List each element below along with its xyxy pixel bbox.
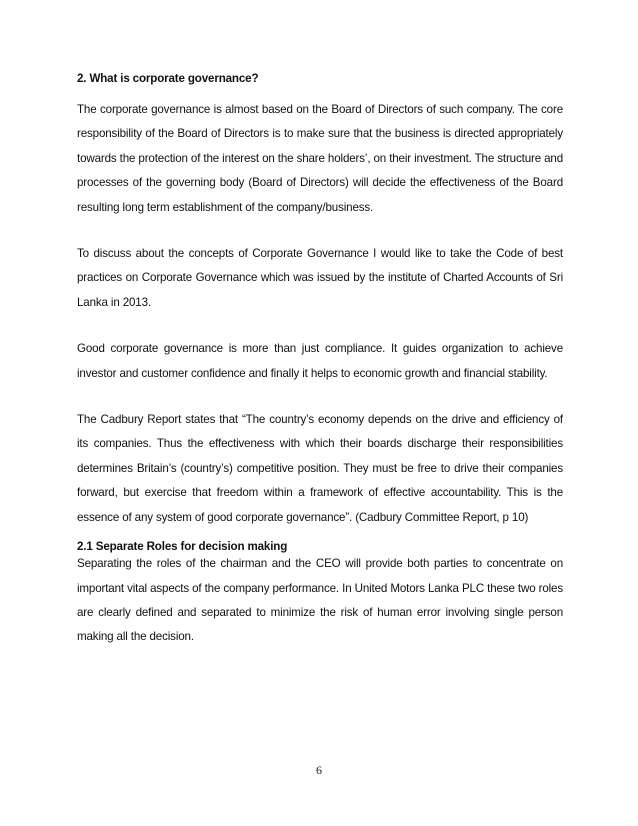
document-page: [77, 72, 563, 650]
paragraph-good-governance: Good corporate governance is more than just compliance. It guides organization to achieve investor and customer confidence and finally it helps to economic growth and financial stability.: [77, 342, 563, 380]
paragraph-spacer: [77, 386, 563, 408]
page-number: 6: [316, 763, 322, 777]
paragraph-spacer: [77, 220, 563, 242]
section-heading: 2. What is corporate governance?: [77, 72, 259, 85]
paragraph-cadbury-report: The Cadbury Report states that “The country’s economy depends on the drive and efficiency of its companies. Thus the effectiveness with which their boards discharge their responsibilities determines Britain’s (country’s) competitive position. They must be free to drive their companies forward, but exercise that freedom within a framework of effective accountability. This is the essence of any system of good corporate governance”. (Cadbury Committee Report, p 10): [77, 413, 563, 524]
paragraph-spacer: [77, 530, 563, 540]
paragraph-spacer: [77, 315, 563, 337]
paragraph-board-of-directors: The corporate governance is almost based on the Board of Directors of such company. The core responsibility of the Board of Directors is to make sure that the business is directed appropriately towards the protection of the interest on the share holders’, on their investment. The structure and processes of the governing body (Board of Directors) will decide the effectiveness of the Board resulting long term establishment of the company/business.: [77, 103, 563, 214]
paragraph-separate-roles: Separating the roles of the chairman and the CEO will provide both parties to concentrate on important vital aspects of the company performance. In United Motors Lanka PLC these two roles are clearly defined and separated to minimize the risk of human error involving single person making all the decision.: [77, 557, 563, 644]
paragraph-code-of-best-practices: To discuss about the concepts of Corporate Governance I would like to take the Code of best practices on Corporate Governance which was issued by the institute of Charted Accounts of Sri Lanka in 2013.: [77, 247, 563, 309]
subsection-heading: 2.1 Separate Roles for decision making: [77, 540, 288, 554]
